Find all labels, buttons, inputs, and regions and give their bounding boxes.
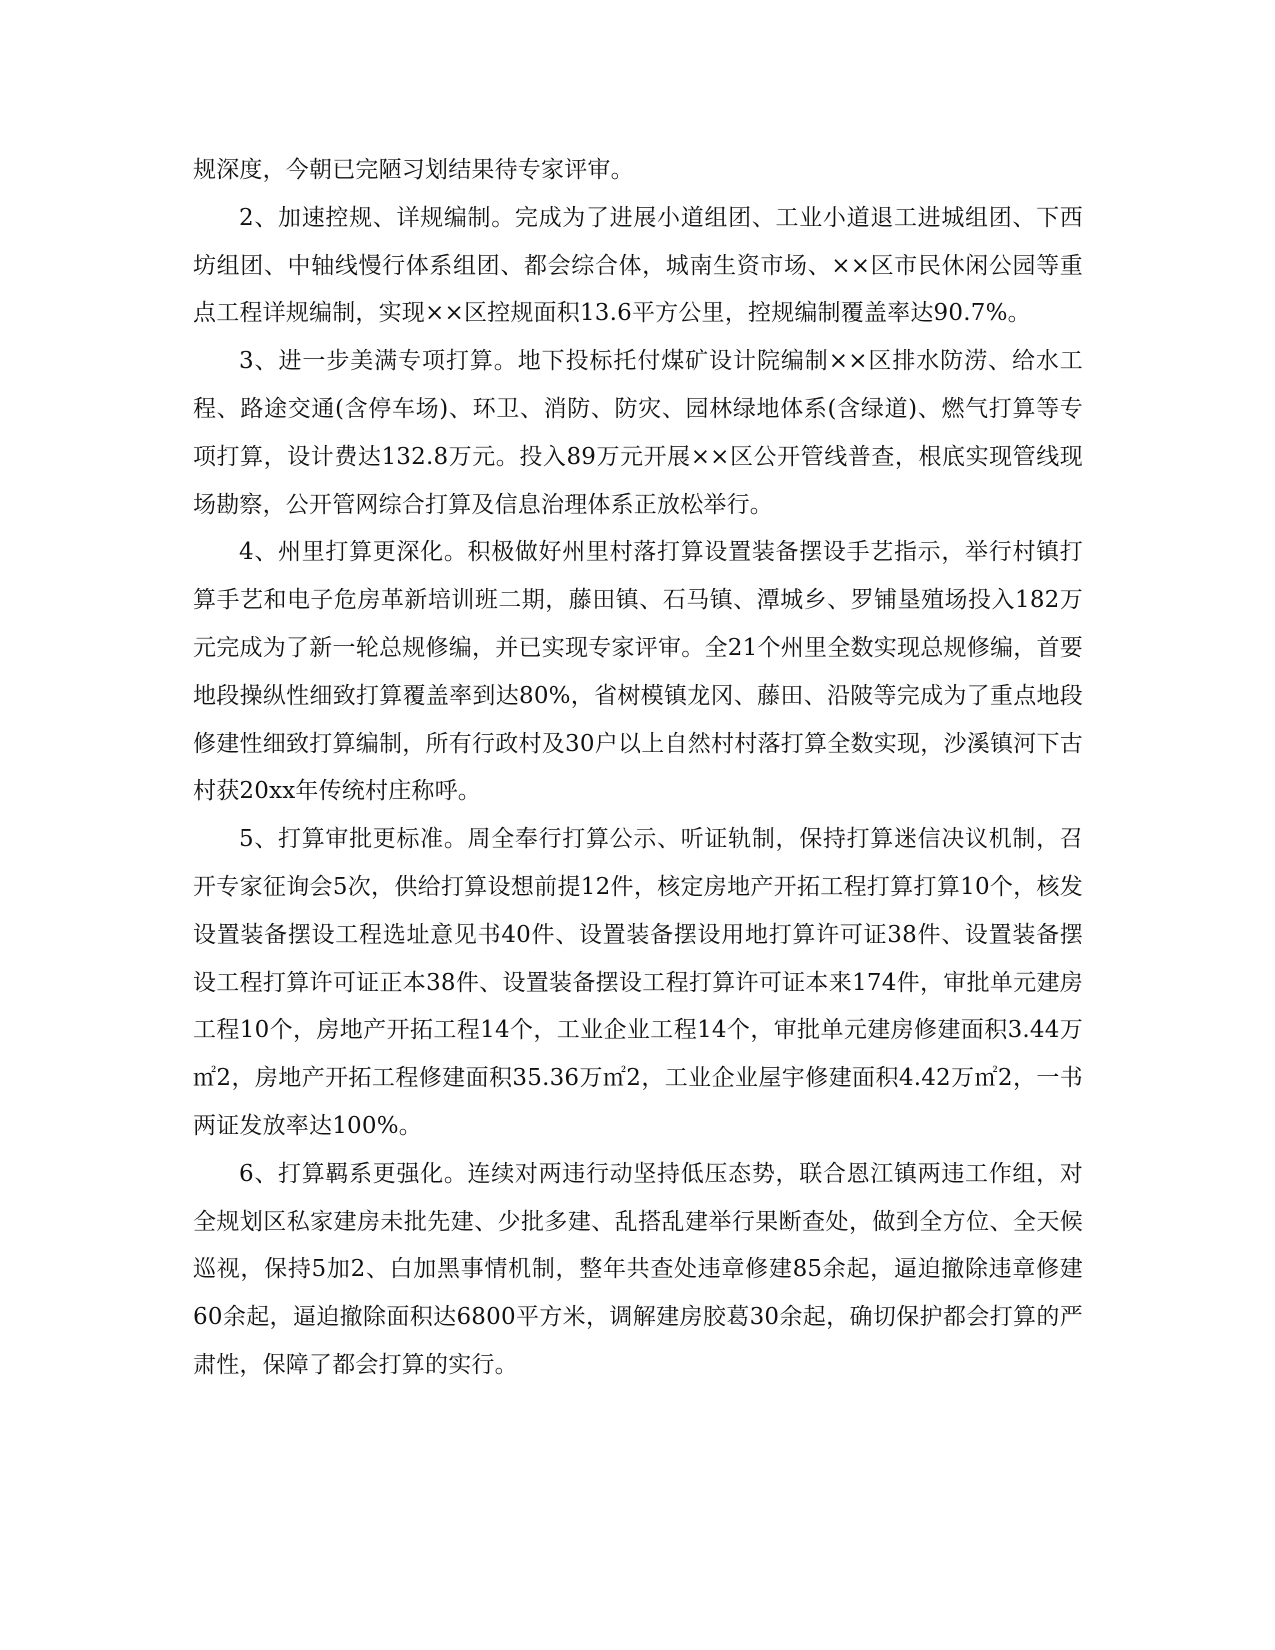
paragraph-2: 2、加速控规、详规编制。完成为了进展小道组团、工业小道退工进城组团、下西坊组团、中轴线慢行体系组团、都会综合体，城南生资市场、××区市民休闲公园等重点工程详规编制，实现××区控规面积13.6平方公里，控规编制覆盖率达90.7%。 (193, 204, 1083, 327)
paragraph-4: 4、州里打算更深化。积极做好州里村落打算设置装备摆设手艺指示，举行村镇打算手艺和电子危房革新培训班二期，藤田镇、石马镇、潭城乡、罗铺垦殖场投入182万元完成为了新一轮总规修编，并已实现专家评审。全21个州里全数实现总规修编，首要地段操纵性细致打算覆盖率到达80%，省树模镇龙冈、藤田、沿陂等完成为了重点地段修建性细致打算编制，所有行政村及30户以上自然村村落打算全数实现，沙溪镇河下古村获20xx年传统村庄称呼。 (193, 539, 1083, 805)
paragraph-6: 6、打算羁系更强化。连续对两违行动坚持低压态势，联合恩江镇两违工作组，对全规划区私家建房未批先建、少批多建、乱搭乱建举行果断查处，做到全方位、全天候巡视，保持5加2、白加黑事情机制，整年共查处违章修建85余起，逼迫撤除违章修建60余起，逼迫撤除面积达6800平方米，调解建房胶葛30余起，确切保护都会打算的严肃性，保障了都会打算的实行。 (193, 1160, 1083, 1378)
document-body (193, 147, 1083, 1390)
paragraph-3: 3、进一步美满专项打算。地下投标托付煤矿设计院编制××区排水防涝、给水工程、路途交通(含停车场)、环卫、消防、防灾、园林绿地体系(含绿道)、燃气打算等专项打算，设计费达132.8万元。投入89万元开展××区公开管线普查，根底实现管线现场勘察，公开管网综合打算及信息治理体系正放松举行。 (193, 348, 1083, 518)
paragraph-continuation: 规深度，今朝已完陋习划结果待专家评审。 (193, 157, 634, 183)
paragraph-5: 5、打算审批更标准。周全奉行打算公示、听证轨制，保持打算迷信决议机制，召开专家征询会5次，供给打算设想前提12件，核定房地产开拓工程打算打算10个，核发设置装备摆设工程选址意见书40件、设置装备摆设用地打算许可证38件、设置装备摆设工程打算许可证正本38件、设置装备摆设工程打算许可证本来174件，审批单元建房工程10个，房地产开拓工程14个，工业企业工程14个，审批单元建房修建面积3.44万㎡2，房地产开拓工程修建面积35.36万㎡2，工业企业屋宇修建面积4.42万㎡2，一书两证发放率达100%。 (193, 826, 1083, 1139)
